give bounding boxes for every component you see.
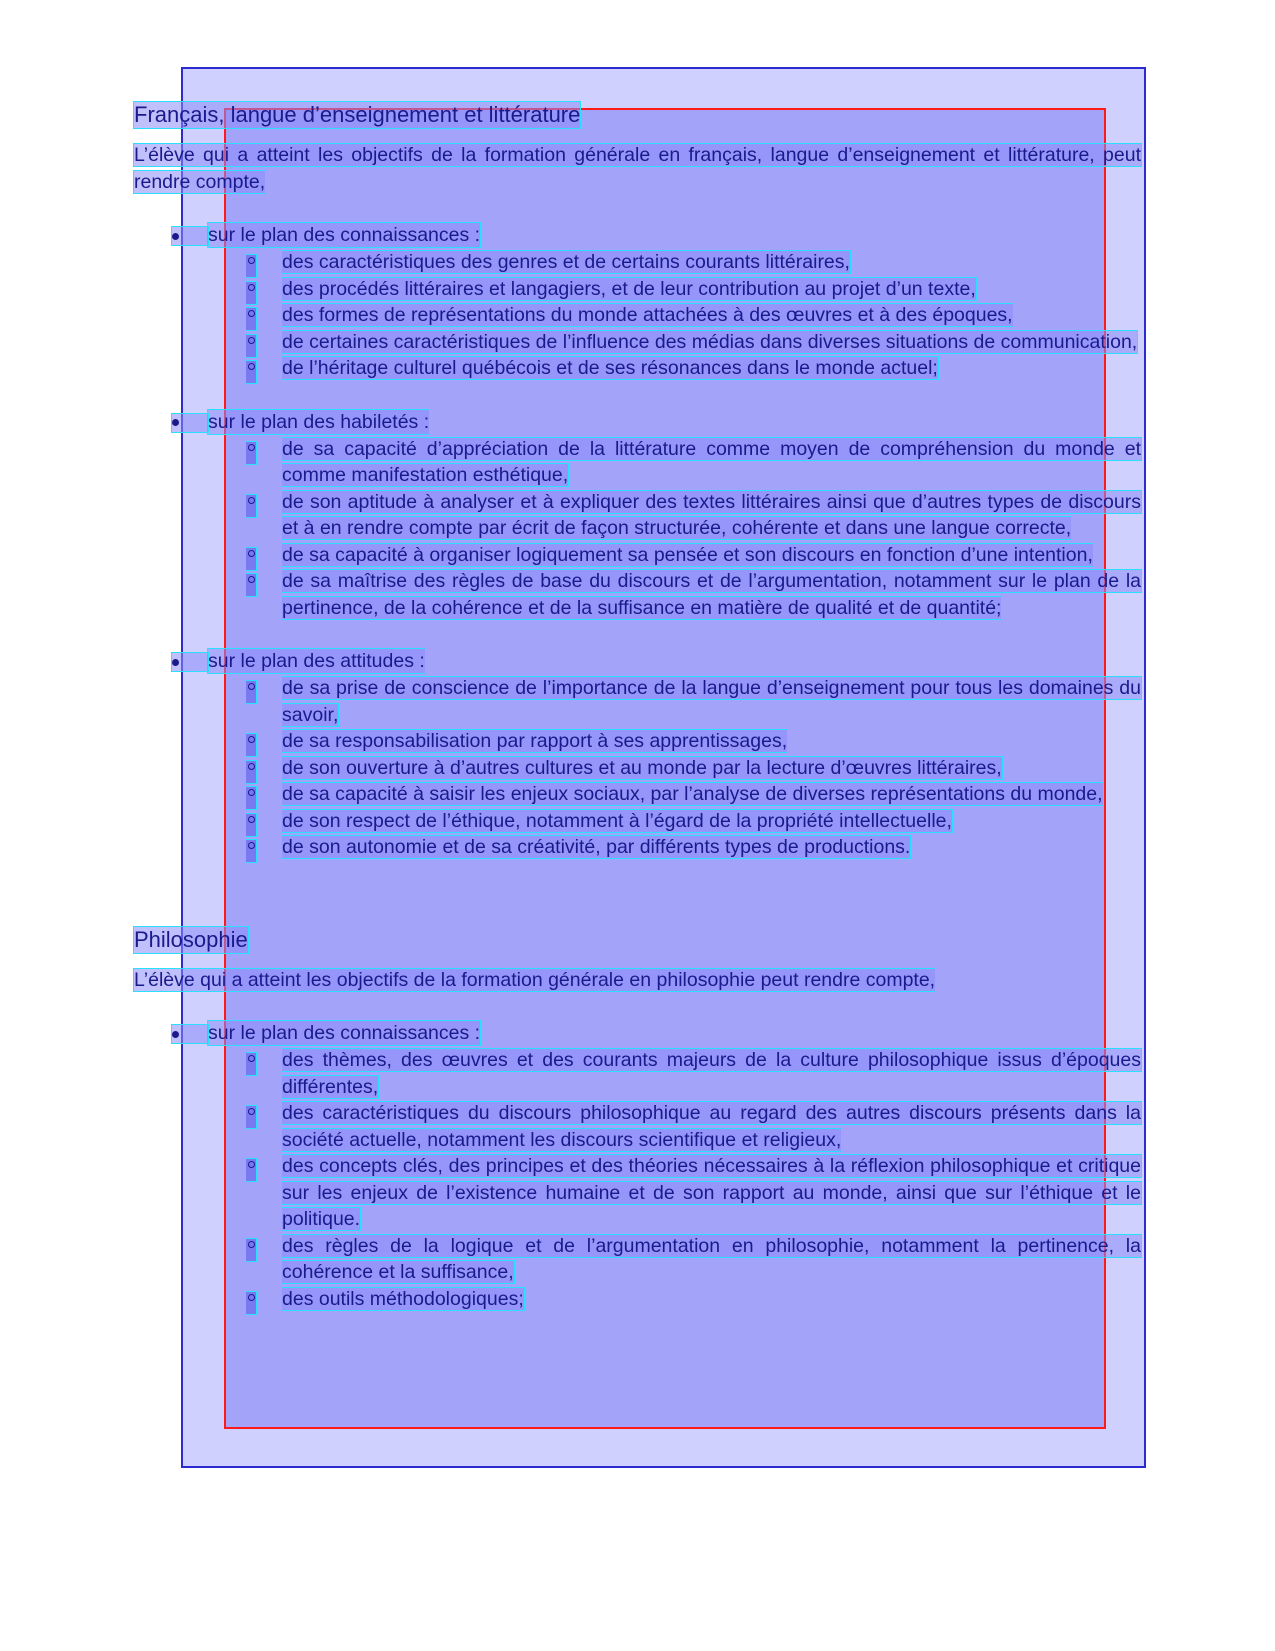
list-item [208, 834, 1141, 861]
circle-bullet-icon [246, 361, 256, 383]
list-item-text: des caractéristiques des genres et de certains courants littéraires, [282, 251, 850, 273]
ring-icon [248, 736, 255, 743]
ring-icon [248, 683, 255, 690]
list-item-text: des formes de représentations du monde attachées à des œuvres et à des époques, [282, 304, 1013, 326]
dot-icon [172, 1031, 179, 1038]
document-body [134, 102, 1141, 1312]
circle-bullet-icon [246, 1292, 256, 1314]
section-intro [134, 142, 1141, 195]
ring-icon [248, 842, 255, 849]
ring-icon [248, 1055, 255, 1062]
list-item [208, 808, 1141, 835]
item-list [208, 1047, 1141, 1312]
ring-icon [248, 816, 255, 823]
ring-icon [248, 444, 255, 451]
ring-icon [248, 310, 255, 317]
group-label: sur le plan des habiletés : [208, 410, 430, 433]
list-item-text: de son autonomie et de sa créativité, par différents types de productions. [282, 836, 911, 858]
ring-icon [248, 257, 255, 264]
list-item [208, 1153, 1141, 1233]
group-item [134, 1021, 1141, 1312]
list-item [208, 436, 1141, 489]
ring-icon [248, 1294, 255, 1301]
list-item-text: de sa responsabilisation par rapport à ses apprentissages, [282, 730, 788, 752]
group-label: sur le plan des connaissances : [208, 224, 481, 246]
group-list [134, 1021, 1141, 1312]
dot-icon [172, 233, 179, 240]
section-title: Philosophie [134, 926, 248, 952]
list-item [208, 329, 1141, 356]
circle-bullet-icon [246, 734, 256, 756]
section-intro [134, 967, 1141, 994]
circle-bullet-icon [246, 840, 256, 862]
list-item [208, 1233, 1141, 1286]
circle-bullet-icon [246, 814, 256, 836]
bullet-icon [172, 414, 208, 432]
list-item [208, 276, 1141, 303]
ring-icon [248, 1161, 255, 1168]
ring-icon [248, 789, 255, 796]
circle-bullet-icon [246, 1106, 256, 1128]
list-item [208, 568, 1141, 621]
list-item-text: de certaines caractéristiques de l’influence des médias dans diverses situations de communication, [282, 330, 1138, 353]
ring-icon [248, 337, 255, 344]
circle-bullet-icon [246, 282, 256, 304]
list-item [208, 675, 1141, 728]
ring-icon [248, 284, 255, 291]
item-list [208, 436, 1141, 622]
dot-icon [172, 419, 179, 426]
circle-bullet-icon [246, 681, 256, 703]
list-item-text: de sa capacité à saisir les enjeux sociaux, par l’analyse de diverses représentations du monde, [282, 783, 1103, 805]
bullet-icon [172, 227, 208, 245]
section [134, 927, 1141, 1313]
circle-bullet-icon [246, 1239, 256, 1261]
list-item-text: des caractéristiques du discours philosophique au regard des autres discours présents dans la société actuelle, notamment les discours scientifique et religieux, [282, 1102, 1141, 1151]
list-item [208, 1047, 1141, 1100]
circle-bullet-icon [246, 548, 256, 570]
item-list [208, 675, 1141, 861]
list-item-text: des procédés littéraires et langagiers, et de leur contribution au projet d’un texte, [282, 277, 976, 300]
list-item-text: de son aptitude à analyser et à expliquer des textes littéraires ainsi que d’autres types de discours et à en rendre compte par écrit de façon structurée, cohérente et dans une langue correcte, [282, 490, 1141, 539]
ring-icon [248, 576, 255, 583]
list-item-text: de sa capacité à organiser logiquement sa pensée et son discours en fonction d’une intention, [282, 543, 1093, 566]
list-item-text: de l’héritage culturel québécois et de ses résonances dans le monde actuel; [282, 357, 938, 379]
list-item-text: des thèmes, des œuvres et des courants majeurs de la culture philosophique issus d’époques différentes, [282, 1049, 1141, 1098]
group-list [134, 223, 1141, 861]
item-list [208, 249, 1141, 382]
ring-icon [248, 1108, 255, 1115]
bullet-icon [172, 653, 208, 671]
list-item [208, 249, 1141, 276]
list-item [208, 542, 1141, 569]
ring-icon [248, 763, 255, 770]
list-item-text: des concepts clés, des principes et des théories nécessaires à la réflexion philosophique et critique sur les enjeux de l’existence humaine et de son rapport au monde, ainsi que sur l’éthique et le politique. [282, 1155, 1141, 1230]
circle-bullet-icon [246, 1159, 256, 1181]
bullet-icon [172, 1025, 208, 1043]
list-item-text: de sa maîtrise des règles de base du discours et de l’argumentation, notamment sur le plan de la pertinence, de la cohérence et de la suffisance en matière de qualité et de quantité; [282, 570, 1141, 619]
group-item [134, 649, 1141, 861]
list-item-text: de son ouverture à d’autres cultures et au monde par la lecture d’œuvres littéraires, [282, 756, 1002, 779]
circle-bullet-icon [246, 255, 256, 277]
section-intro-text: L’élève qui a atteint les objectifs de la formation générale en français, langue d’enseignement et littérature, peut rendre compte, [134, 144, 1141, 193]
circle-bullet-icon [246, 574, 256, 596]
circle-bullet-icon [246, 787, 256, 809]
circle-bullet-icon [246, 442, 256, 464]
list-item [208, 355, 1141, 382]
section-intro-text: L’élève qui a atteint les objectifs de la formation générale en philosophie peut rendre compte, [134, 968, 936, 991]
circle-bullet-icon [246, 495, 256, 517]
list-item-text: des outils méthodologiques; [282, 1287, 524, 1310]
ring-icon [248, 363, 255, 370]
group-label: sur le plan des connaissances : [208, 1022, 481, 1044]
ring-icon [248, 550, 255, 557]
circle-bullet-icon [246, 761, 256, 783]
list-item [208, 755, 1141, 782]
section-title: Français, langue d’enseignement et littérature [134, 102, 581, 127]
list-item-text: de sa prise de conscience de l’importance de la langue d’enseignement pour tous les domaines du savoir, [282, 677, 1141, 726]
list-item-text: de son respect de l’éthique, notamment à l’égard de la propriété intellectuelle, [282, 809, 952, 832]
list-item [208, 489, 1141, 542]
list-item-text: des règles de la logique et de l’argumentation en philosophie, notamment la pertinence, la cohérence et la suffisance, [282, 1234, 1141, 1283]
group-item [134, 223, 1141, 382]
circle-bullet-icon [246, 308, 256, 330]
section [134, 102, 1141, 861]
dot-icon [172, 659, 179, 666]
ring-icon [248, 1241, 255, 1248]
list-item [208, 1100, 1141, 1153]
list-item-text: de sa capacité d’appréciation de la littérature comme moyen de compréhension du monde et comme manifestation esthétique, [282, 437, 1141, 486]
circle-bullet-icon [246, 1053, 256, 1075]
list-item [208, 728, 1141, 755]
group-item [134, 410, 1141, 622]
circle-bullet-icon [246, 335, 256, 357]
group-label: sur le plan des attitudes : [208, 650, 425, 672]
list-item [208, 302, 1141, 329]
list-item [208, 781, 1141, 808]
ring-icon [248, 497, 255, 504]
list-item [208, 1286, 1141, 1313]
